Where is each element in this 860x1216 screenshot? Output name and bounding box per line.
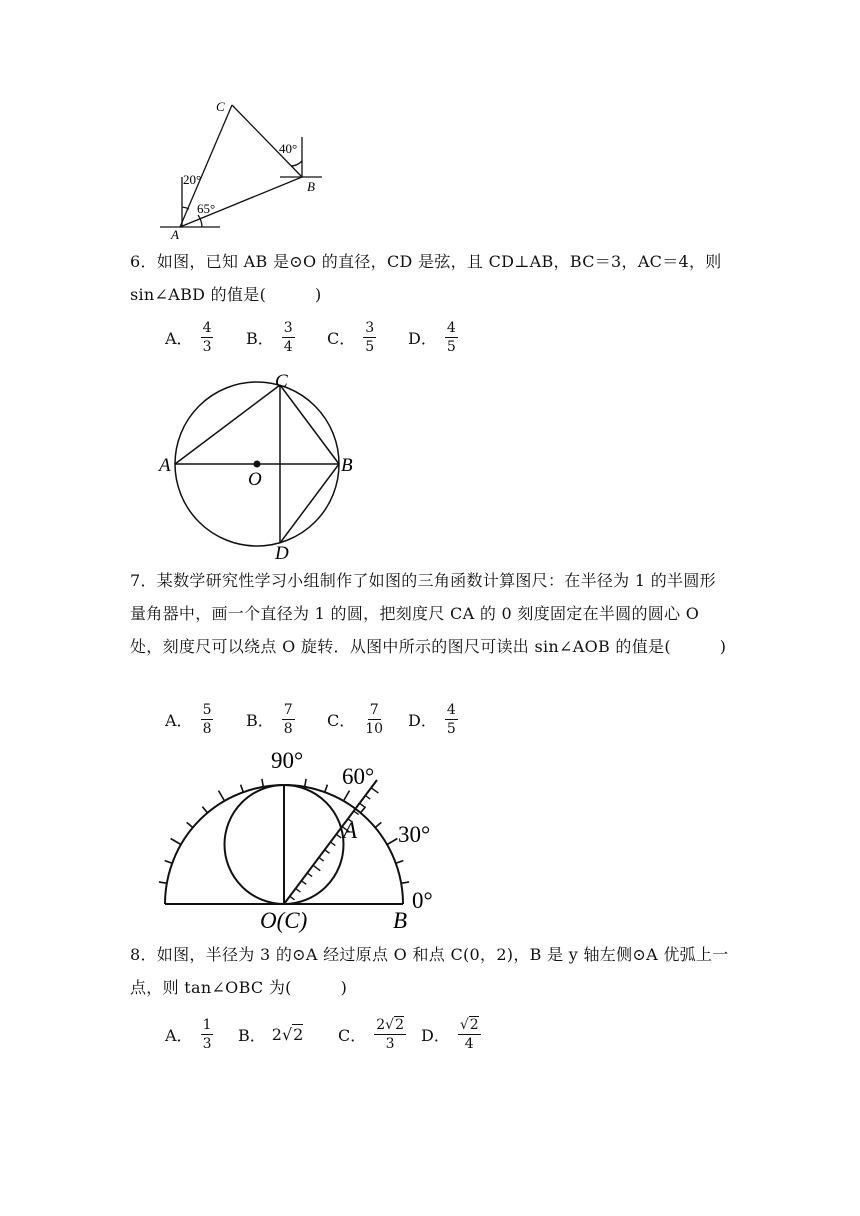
- fraction: $\frac{4}{5}$: [446, 701, 456, 737]
- option-b: B． $\frac{7}{8}$: [246, 701, 293, 737]
- fraction: $\frac{7}{8}$: [283, 701, 293, 737]
- fraction: $\frac{5}{8}$: [202, 701, 212, 737]
- protractor-tick: [344, 791, 350, 801]
- option-d: D． $\frac{√2}{4}$: [421, 1016, 479, 1052]
- protractor-tick: [387, 839, 397, 845]
- label-point-b: B: [393, 908, 408, 933]
- protractor-tick: [187, 822, 193, 827]
- radical-sign: √: [459, 1016, 469, 1033]
- label-60-degrees: 60°: [342, 764, 375, 789]
- protractor-tick: [159, 882, 167, 883]
- option-b: B． $\frac{3}{4}$: [246, 319, 293, 355]
- ruler-tick: [360, 803, 365, 807]
- protractor-tick: [375, 822, 381, 827]
- label-0-degrees: 0°: [412, 888, 433, 913]
- option-d: D． $\frac{4}{5}$: [408, 319, 456, 355]
- protractor-tick: [262, 779, 263, 787]
- protractor-tick: [401, 882, 409, 883]
- label-90-degrees: 90°: [271, 748, 304, 773]
- fig5-angle-65: 65°: [197, 201, 216, 216]
- protractor-tick: [171, 839, 181, 845]
- fig5-label-b: B: [307, 179, 315, 194]
- protractor-tick: [305, 779, 306, 787]
- ruler-tick: [325, 850, 330, 854]
- protractor-tick: [361, 807, 366, 813]
- question-6-text: 6．如图，已知 AB 是⊙O 的直径，CD 是弦，且 CD⊥AB，BC＝3，AC＝4，则 sin∠ABD 的值是( ): [130, 252, 722, 304]
- fraction: $\frac{7}{10}$: [365, 701, 384, 737]
- fig6-label-a: A: [159, 455, 171, 476]
- ruler-tick: [331, 842, 336, 846]
- fraction: $\frac{3}{4}$: [283, 319, 293, 355]
- fig6-label-o: O: [248, 469, 262, 490]
- option-a: A． $\frac{1}{3}$: [165, 1016, 212, 1052]
- protractor-tick: [325, 785, 328, 793]
- fraction: $\frac{4}{5}$: [446, 319, 456, 355]
- protractor-tick: [165, 861, 173, 864]
- fig5-label-c: C: [216, 99, 225, 114]
- radical-sign: √: [385, 1016, 395, 1033]
- ruler-tick: [319, 858, 324, 862]
- ruler-tick: [301, 881, 306, 885]
- question-8-text: 8．如图，半径为 3 的⊙A 经过原点 O 和点 C(0，2)，B 是 y 轴左侧⊙A 优弧上一点，则 tan∠OBC 为( ): [130, 945, 729, 997]
- fig5-angle-20: 20°: [183, 172, 202, 187]
- fraction: $\frac{1}{3}$: [202, 1016, 212, 1052]
- fig6-label-c: C: [275, 371, 288, 392]
- label-point-a: A: [343, 818, 358, 843]
- radical-sign: √: [281, 1024, 293, 1044]
- option-a: A． $\frac{4}{3}$: [165, 319, 212, 355]
- figure-q5: [150, 95, 350, 245]
- option-a: A． $\frac{5}{8}$: [165, 701, 212, 737]
- figure-q7-protractor: [150, 742, 450, 937]
- option-d: D． $\frac{4}{5}$: [408, 701, 456, 737]
- option-c: C． $\frac{3}{5}$: [327, 319, 375, 355]
- fraction: $\frac{√2}{4}$: [459, 1016, 479, 1052]
- fraction: $\frac{4}{3}$: [202, 319, 212, 355]
- fig6-label-d: D: [275, 543, 289, 564]
- fig6-label-b: B: [341, 455, 353, 476]
- ruler-tick: [365, 796, 370, 800]
- protractor-tick: [396, 861, 404, 864]
- label-30-degrees: 30°: [398, 822, 431, 847]
- figure-q6-circle: [155, 365, 365, 565]
- fig5-angle-40: 40°: [279, 141, 298, 156]
- fraction: $\frac{3}{5}$: [365, 319, 375, 355]
- fig5-label-a: A: [171, 227, 179, 242]
- option-c: C． $\frac{7}{10}$: [327, 701, 384, 737]
- protractor-tick: [241, 785, 244, 793]
- question-7-text: 7．某数学研究性学习小组制作了如图的三角函数计算图尺：在半径为 1 的半圆形量角器中，画一个直径为 1 的圆，把刻度尺 CA 的 0 刻度固定在半圆的圆心 O 处，刻度尺可以绕点 O 旋转．从图中所示的图尺可读出 sin∠AOB 的值是( ): [130, 571, 727, 656]
- option-c: C． $\frac{2√2}{3}$: [338, 1016, 405, 1052]
- option-b: B． 2 √ 2: [238, 1024, 304, 1045]
- ruler-tick: [307, 873, 312, 877]
- ruler-tick: [336, 834, 341, 838]
- ruler-tick: [313, 865, 320, 870]
- label-point-oc: O(C): [260, 908, 308, 933]
- fraction: $\frac{2√2}{3}$: [376, 1016, 405, 1052]
- protractor-tick: [202, 807, 207, 813]
- ruler-tick: [290, 896, 295, 900]
- ruler-tick: [296, 889, 301, 893]
- protractor-tick: [219, 791, 225, 801]
